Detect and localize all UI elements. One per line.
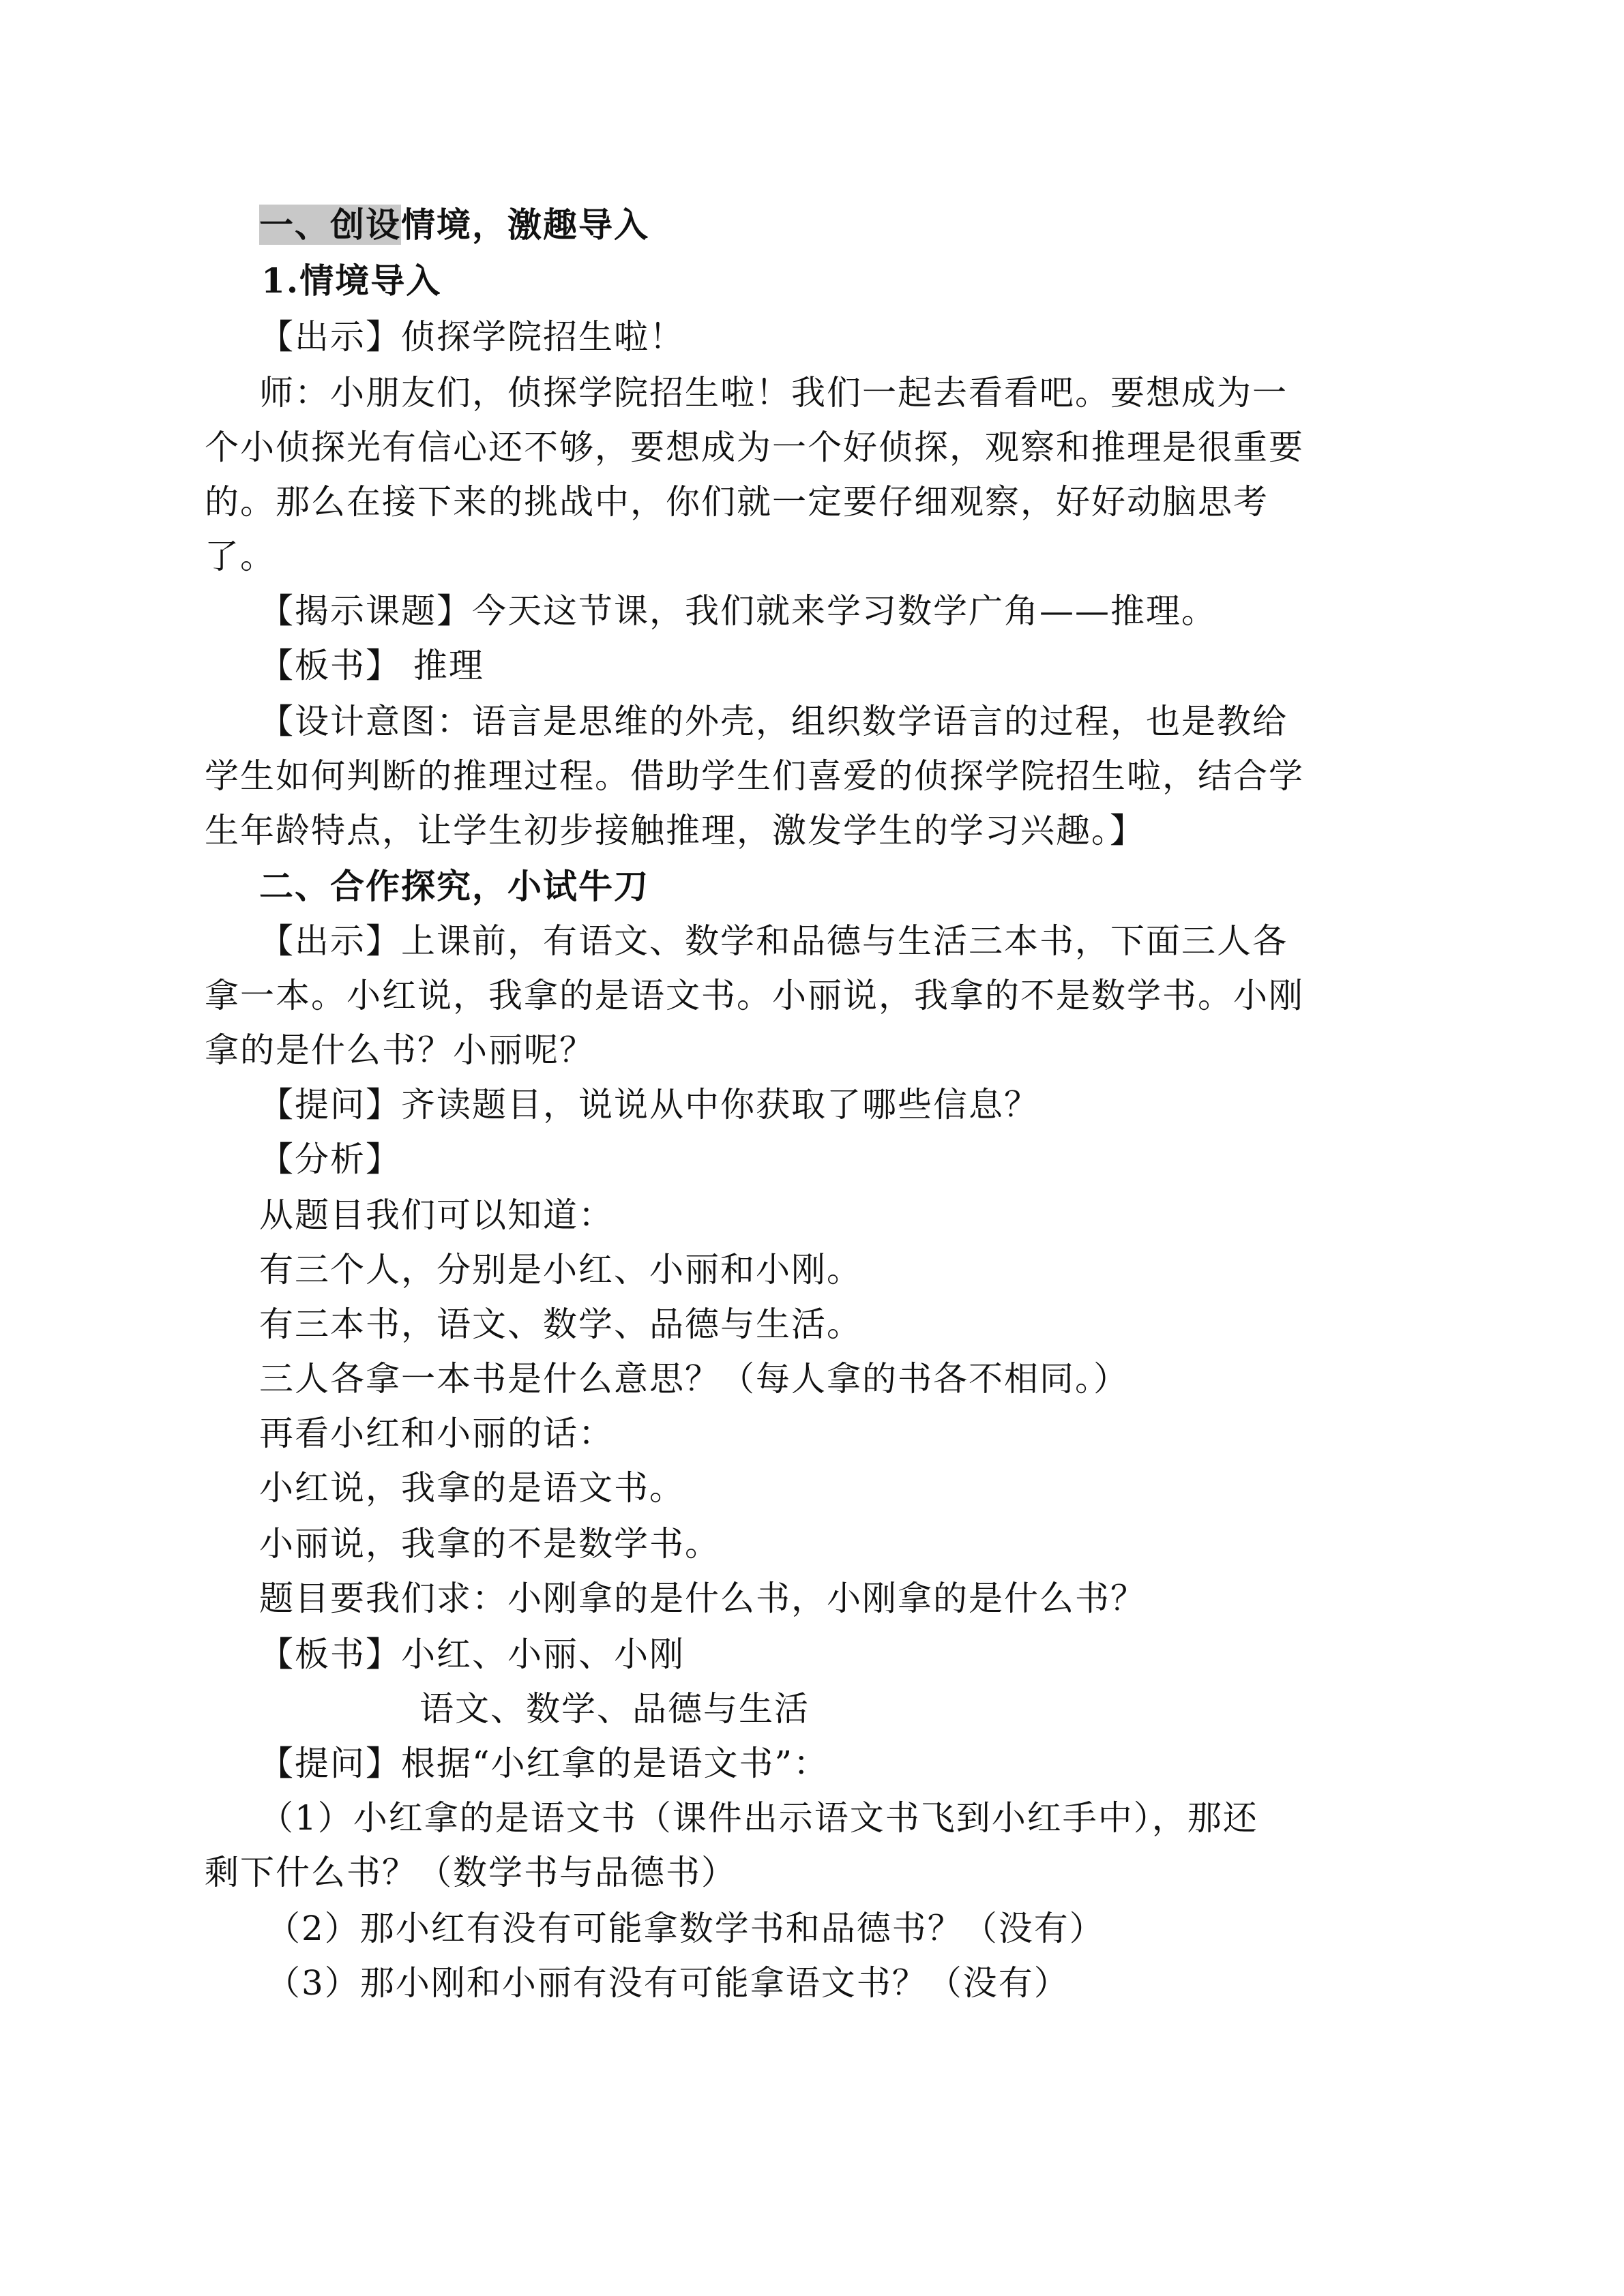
- question-1-line-2: 剩下什么书？（数学书与品德书）: [205, 1853, 737, 1892]
- board-subjects: 语文、数学、品德与生活: [419, 1689, 810, 1729]
- question-according: 【提问】根据“小红拿的是语文书”：: [259, 1744, 829, 1783]
- subheading-situation: 1.情境导入: [261, 260, 442, 301]
- analysis-point: 有三个人，分别是小红、小丽和小刚。: [259, 1250, 862, 1289]
- analysis-point: 三人各拿一本书是什么意思？（每人拿的书各不相同。）: [259, 1359, 1129, 1399]
- section-heading-2: 二、合作探究，小试牛刀: [259, 866, 649, 906]
- highlighted-text: 一、创设: [259, 205, 401, 245]
- teacher-line-1: 师：小朋友们，侦探学院招生啦！我们一起去看看吧。要想成为一: [259, 373, 1288, 413]
- teacher-line-2: 个小侦探光有信心还不够，要想成为一个好侦探，观察和推理是很重要: [205, 428, 1304, 467]
- question-3: （3）那小刚和小丽有没有可能拿语文书？（没有）: [266, 1963, 1069, 2003]
- question-1-line-1: （1）小红拿的是语文书（课件出示语文书飞到小红手中），那还: [259, 1798, 1258, 1838]
- show-paragraph: 【出示】侦探学院招生啦！: [259, 317, 685, 357]
- question-read: 【提问】齐读题目，说说从中你获取了哪些信息？: [259, 1085, 1039, 1124]
- reveal-topic: 【揭示课题】今天这节课，我们就来学习数学广角——推理。: [259, 591, 1217, 631]
- analysis-point: 从题目我们可以知道：: [259, 1195, 614, 1235]
- board-names: 【板书】小红、小丽、小刚: [259, 1635, 685, 1674]
- question-2: （2）那小红有没有可能拿数学书和品德书？（没有）: [266, 1909, 1105, 1948]
- design-intent-line-1: 【设计意图：语言是思维的外壳，组织数学语言的过程，也是教给: [259, 702, 1288, 741]
- analysis-point: 有三本书，语文、数学、品德与生活。: [259, 1304, 862, 1344]
- analysis-point: 小红说，我拿的是语文书。: [259, 1468, 685, 1508]
- section-heading-1: 一、创设情境，激趣导入: [259, 205, 649, 245]
- problem-line-3: 拿的是什么书？小丽呢？: [205, 1030, 595, 1070]
- board-writing: 【板书】 推理: [259, 646, 484, 685]
- problem-line-2: 拿一本。小红说，我拿的是语文书。小丽说，我拿的不是数学书。小刚: [205, 976, 1304, 1015]
- analysis-label: 【分析】: [259, 1139, 401, 1179]
- design-intent-line-2: 学生如何判断的推理过程。借助学生们喜爱的侦探学院招生啦，结合学: [205, 756, 1304, 796]
- teacher-line-4: 了。: [205, 537, 276, 576]
- analysis-point: 小丽说，我拿的不是数学书。: [259, 1524, 720, 1564]
- design-intent-line-3: 生年龄特点，让学生初步接触推理，激发学生的学习兴趣。】: [205, 811, 1145, 850]
- problem-line-1: 【出示】上课前，有语文、数学和品德与生活三本书，下面三人各: [259, 921, 1288, 961]
- teacher-line-3: 的。那么在接下来的挑战中，你们就一定要仔细观察，好好动脑思考: [205, 482, 1269, 522]
- analysis-point: 再看小红和小丽的话：: [259, 1414, 614, 1453]
- analysis-point: 题目要我们求：小刚拿的是什么书，小刚拿的是什么书？: [259, 1579, 1146, 1618]
